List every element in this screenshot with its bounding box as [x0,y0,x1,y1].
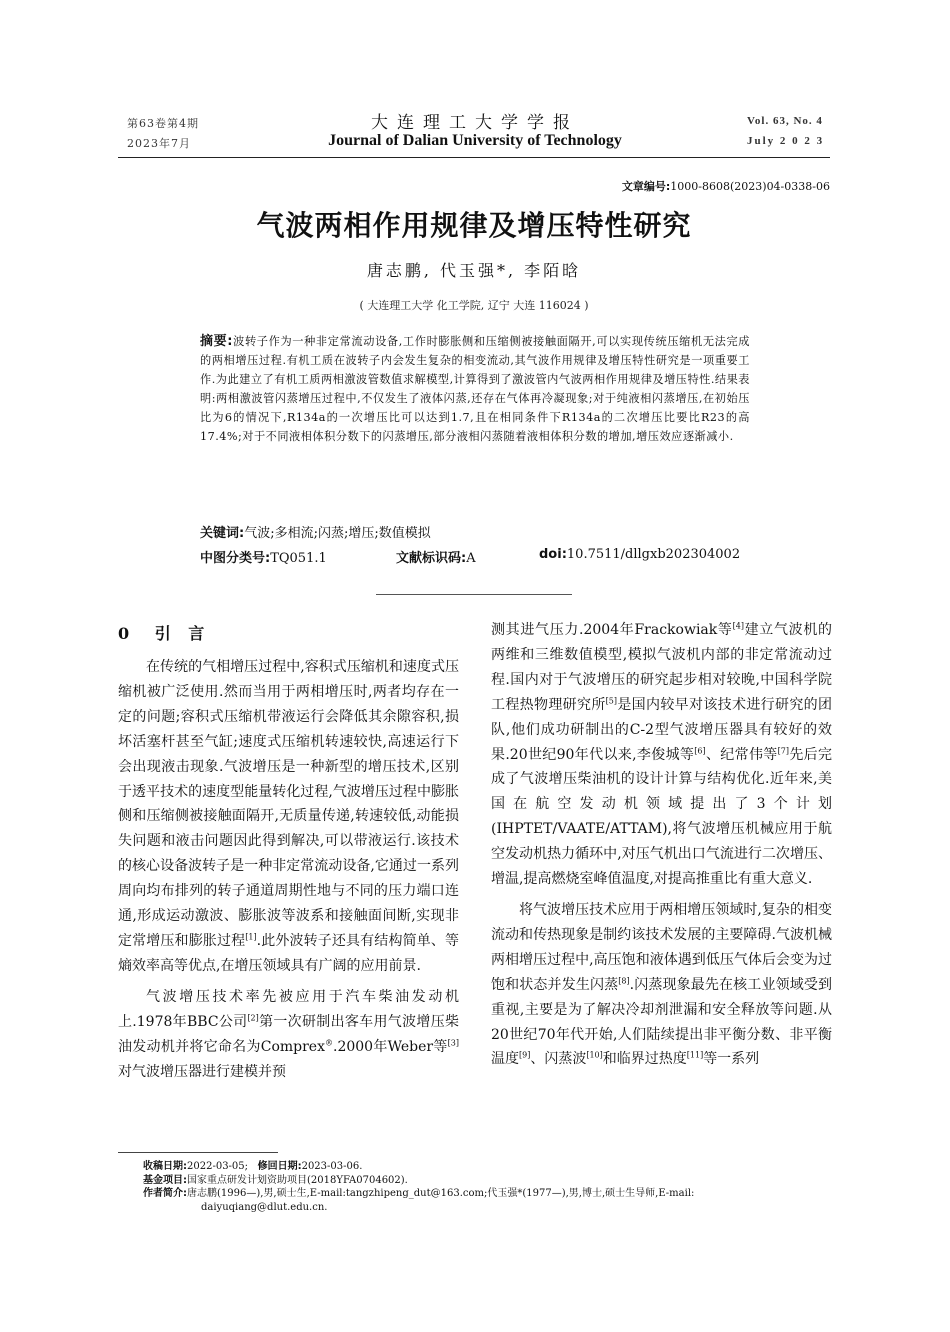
doc-code-label: 文献标识码: [396,551,467,566]
citation: [5] [605,696,618,706]
clc-label: 中图分类号: [200,551,271,566]
citation: [3] [447,1037,459,1047]
citation: [11] [686,1050,704,1060]
separator-rule [376,594,572,595]
authors: 唐志鹏, 代玉强*, 李陌晗 [366,261,582,280]
left-column [118,655,459,1084]
citation: [4] [732,621,744,631]
section-heading [118,621,210,644]
journal-title-cn: 大连理工大学学报 [371,113,579,133]
keywords-text: 气波;多相流;闪蒸;增压;数值模拟 [244,526,431,541]
footnote [143,1160,833,1214]
footnote-dates: 收稿日期:2022-03-05; 修回日期:2023-03-06. [143,1161,363,1172]
footnote-fund: 基金项目:国家重点研发计划资助项目(2018YFA0704602). [143,1174,408,1186]
clc-value: TQ051.1 [270,551,327,566]
affiliation: ( 大连理工大学 化工学院, 辽宁 大连 116024 ) [359,299,589,312]
article-number-value: 1000-8608(2023)04-0338-06 [670,180,830,193]
footnote-bio: 作者简介:唐志鹏(1996—),男,硕士生,E-mail:tangzhipeng_dut@163.com;代玉强*(1977—),男,博士,硕士生导师,E-mail: [143,1188,695,1199]
citation: [2] [247,1013,259,1023]
right-column [491,618,832,1072]
doc-code-value: A [466,551,476,566]
abstract-label: 摘要: [200,334,233,349]
paragraph: 气波增压技术率先被应用于汽车柴油发动机上.1978年BBC公司[2]第一次研制出客车用气波增压柴油发动机并将它命名为Comprex®.2000年Weber等[3]对气波增压器进行建模并预 [118,988,459,1080]
document-code [396,547,476,566]
article-number [622,178,830,194]
paper-title: 气波两相作用规律及增压特性研究 [256,209,692,242]
footnote-rule [118,1152,278,1153]
issue-date: 2023年7月 [127,137,191,150]
date-en: July 2 0 2 3 [747,135,825,147]
volume-en: Vol. 63, No. 4 [747,115,823,127]
citation: [10] [586,1050,603,1060]
citation: [6] [694,745,706,755]
clc-number [200,547,327,566]
footnote-bio-continued: daiyuqiang@dlut.edu.cn. [201,1201,328,1213]
header-rule [118,157,830,158]
article-number-label: 文章编号: [621,180,671,193]
paragraph: 测其进气压力.2004年Frackowiak等[4]建立气波机的两维和三维数值模型,模拟气波机内部的非定常流动过程.国内对于气波增压的研究起步相对较晚,中国科学院工程热物理研究所[5]是国内较早对该技术进行研究的团队,他们成功研制出的C-2型气波增压器具有较好的效果.20世纪90年代以来,李俊城等[6]、纪常伟等[7]先后完成了气波增压柴油机的设计计算与结构优化.近年来,美国在航空发动机领域提出了3个计划(IHPTET/VAATE/ATTAM),将气波增压机械应用于航空发动机热力循环中,对压气机出口气流进行二次增压、增温,提高燃烧室峰值温度,对提高推重比有重大意义. [491,621,833,888]
abstract [200,332,750,446]
volume-issue: 第63卷第4期 [127,117,199,130]
citation: [1] [245,932,257,942]
keywords [200,522,431,541]
citation: [9] [519,1050,531,1060]
doi-value: 10.7511/dllgxb202304002 [566,547,741,562]
citation: [8] [618,976,630,986]
registered-mark: ® [325,1037,333,1047]
journal-title-en: Journal of Dalian University of Technology [328,132,622,149]
paragraph: 在传统的气相增压过程中,容积式压缩机和速度式压缩机被广泛使用.然而当用于两相增压时,两者均存在一定的问题;容积式压缩机带液运行会降低其余隙容积,损坏活塞杆甚至气缸;速度式压缩机转速较快,高速运行下会出现液击现象.气波增压是一种新型的增压技术,区别于透平技术的速度型能量转化过程,气波增压过程中膨胀侧和压缩侧被接触面隔开,无质量传递,转速较低,动能损失问题和液击问题因此得到解决,可以带液运行.该技术的核心设备波转子是一种非定常流动设备,它通过一系列周向均布排列的转子通道周期性地与不同的压力端口连通,形成运动激波、膨胀波等波系和接触面间断,实现非定常增压和膨胀过程[1].此外波转子还具有结构简单、等熵效率高等优点,在增压领域具有广阔的应用前景. [118,659,460,974]
citation: [7] [777,745,789,755]
doi [539,547,740,562]
keywords-label: 关键词: [200,526,245,541]
doi-label: doi: [539,547,567,562]
paragraph: 将气波增压技术应用于两相增压领域时,复杂的相变流动和传热现象是制约该技术发展的主要障碍.气波机械两相增压过程中,高压饱和液体遇到低压气体后会变为过饱和状态并发生闪蒸[8].闪蒸现象最先在核工业领域受到重视,主要是为了解决冷却剂泄漏和安全释放等问题.从20世纪70年代开始,人们陆续提出非平衡分数、非平衡温度[9]、闪蒸波[10]和临界过热度[11]等一系列 [491,901,833,1068]
section-number: 0 [118,624,130,643]
section-title: 引 言 [154,624,211,643]
abstract-text: 波转子作为一种非定常流动设备,工作时膨胀侧和压缩侧被接触面隔开,可以实现传统压缩机无法完成的两相增压过程.有机工质在波转子内会发生复杂的相变流动,其气波作用规律及增压特性研究是一项重要工作.为此建立了有机工质两相激波管数值求解模型,计算得到了激波管内气波两相作用规律及增压特性.结果表明:两相激波管闪蒸增压过程中,不仅发生了液体闪蒸,还存在气体再冷凝现象;对于纯液相闪蒸增压,在初始压比为6的情况下,R134a的一次增压比可以达到1.7,且在相同条件下R134a的二次增压比要比R23的高17.4%;对于不同液相体积分数下的闪蒸增压,部分液相闪蒸随着液相体积分数的增加,增压效应逐渐减小. [200,335,750,443]
